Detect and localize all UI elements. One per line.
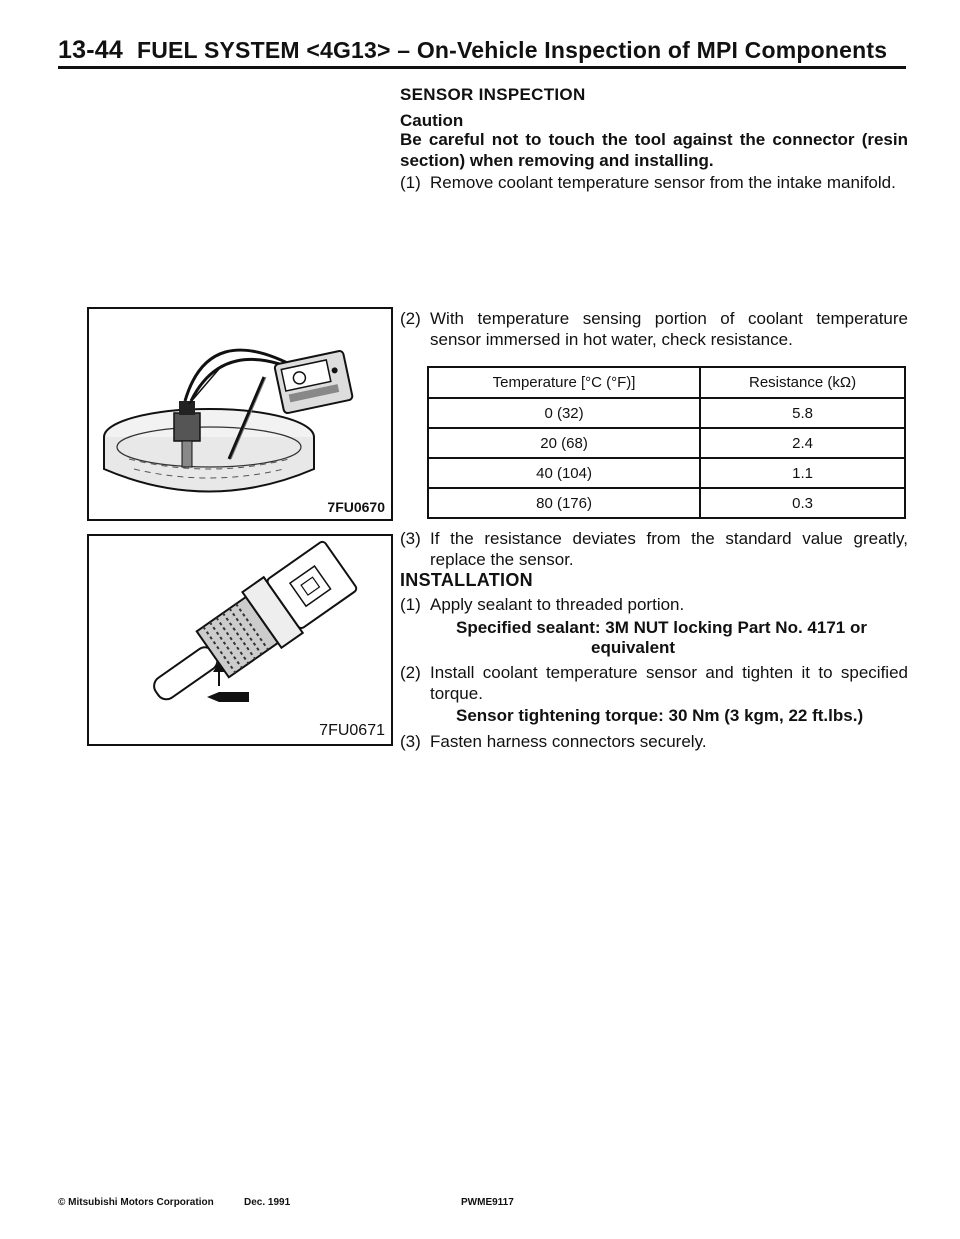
step-text: Fasten harness connectors securely. bbox=[430, 732, 707, 751]
resistance-table bbox=[427, 366, 906, 519]
step-text: Install coolant temperature sensor and tighten it to specified torque. bbox=[430, 663, 908, 703]
footer-copyright: © Mitsubishi Motors Corporation bbox=[58, 1197, 214, 1208]
step-number: (1) bbox=[400, 173, 421, 192]
table-row bbox=[428, 458, 905, 488]
figure-code: 7FU0671 bbox=[319, 722, 385, 739]
step-number: (2) bbox=[400, 663, 421, 682]
page-header bbox=[58, 36, 887, 65]
step-text: Remove coolant temperature sensor from the intake manifold. bbox=[430, 173, 896, 192]
step-text: If the resistance deviates from the standard value greatly, replace the sensor. bbox=[430, 529, 908, 569]
inspection-step-2 bbox=[400, 308, 908, 350]
footer-code: PWME9117 bbox=[461, 1197, 514, 1208]
installation-step-3 bbox=[400, 731, 908, 752]
table-cell: 0.3 bbox=[700, 488, 905, 518]
step-number: (3) bbox=[400, 732, 421, 751]
hot-water-test-illustration bbox=[89, 309, 391, 519]
column-header-resistance: Resistance (kΩ) bbox=[700, 367, 905, 398]
step-number: (2) bbox=[400, 309, 421, 328]
table-cell: 5.8 bbox=[700, 398, 905, 428]
specified-sealant-line1: Specified sealant: 3M NUT locking Part No. 4171 or bbox=[456, 618, 867, 637]
inspection-step-1 bbox=[400, 172, 908, 193]
sensor-tightening-torque: Sensor tightening torque: 30 Nm (3 kgm, 22 ft.lbs.) bbox=[456, 706, 864, 725]
table-cell: 0 (32) bbox=[428, 398, 700, 428]
page-number: 13-44 bbox=[58, 36, 123, 64]
section-heading-installation: INSTALLATION bbox=[400, 570, 533, 590]
step-number: (1) bbox=[400, 595, 421, 614]
caution-text: Be careful not to touch the tool against the connector (resin section) when removing and installing. bbox=[400, 130, 908, 170]
step-number: (3) bbox=[400, 529, 421, 548]
table-cell: 80 (176) bbox=[428, 488, 700, 518]
installation-step-2 bbox=[400, 662, 908, 704]
installation-step-1 bbox=[400, 594, 908, 615]
table-cell: 40 (104) bbox=[428, 458, 700, 488]
table-cell: 2.4 bbox=[700, 428, 905, 458]
specified-sealant-line2: equivalent bbox=[591, 638, 676, 657]
figure-sensor-sealant bbox=[87, 534, 393, 746]
figure-code: 7FU0670 bbox=[327, 499, 385, 515]
sensor-sealant-illustration bbox=[89, 536, 391, 744]
step-text: With temperature sensing portion of coolant temperature sensor immersed in hot water, check resistance. bbox=[430, 309, 908, 349]
step-text: Apply sealant to threaded portion. bbox=[430, 595, 685, 614]
header-rule bbox=[58, 66, 906, 69]
table-cell: 20 (68) bbox=[428, 428, 700, 458]
figure-sensor-in-hot-water bbox=[87, 307, 393, 521]
footer-date: Dec. 1991 bbox=[244, 1197, 291, 1208]
column-header-temperature: Temperature [°C (°F)] bbox=[428, 367, 700, 398]
page-title: FUEL SYSTEM <4G13> – On-Vehicle Inspection of MPI Components bbox=[136, 37, 888, 63]
section-heading-sensor-inspection: SENSOR INSPECTION bbox=[400, 85, 586, 104]
table-row bbox=[428, 488, 905, 518]
caution-label: Caution bbox=[400, 111, 464, 130]
table-header-row bbox=[428, 367, 905, 398]
table-row bbox=[428, 398, 905, 428]
inspection-step-3 bbox=[400, 528, 908, 570]
table-cell: 1.1 bbox=[700, 458, 905, 488]
table-row bbox=[428, 428, 905, 458]
